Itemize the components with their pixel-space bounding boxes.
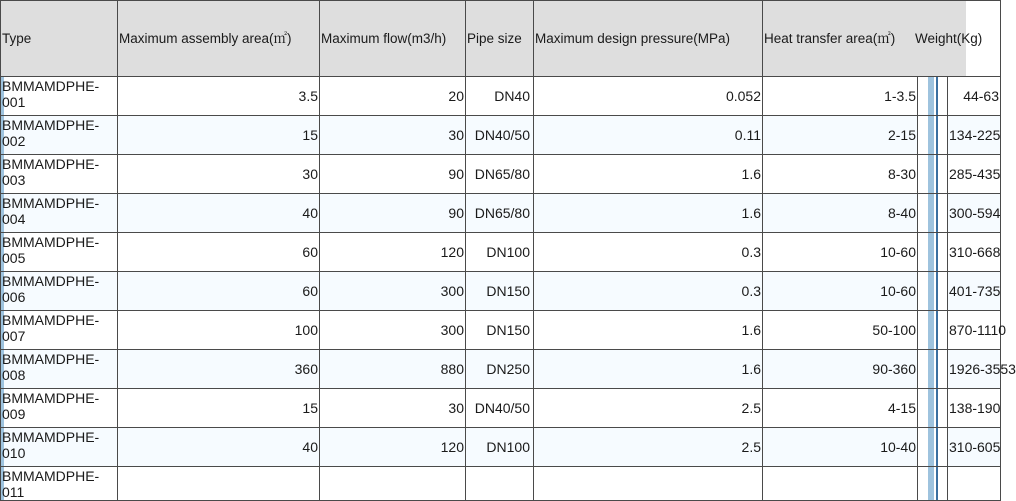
spacer-cell [918, 233, 948, 272]
pressure-cell: 0.3 [534, 233, 763, 272]
heat-area-cell: 8-40 [763, 194, 918, 233]
type-cell: BMMAMDPHE-005 [1, 233, 118, 272]
flow-cell: 20 [320, 77, 466, 116]
weight-cell: 134-225 [948, 116, 1001, 155]
assembly-area-cell: 360 [118, 350, 320, 389]
col-header-weight: Weight(Kg) [914, 1, 967, 77]
type-cell: BMMAMDPHE-004 [1, 194, 118, 233]
table-row [1, 233, 1001, 272]
pressure-cell: 0.052 [534, 77, 763, 116]
pressure-cell: 2.5 [534, 389, 763, 428]
type-cell: BMMAMDPHE-010 [1, 428, 118, 467]
pipe-size-cell: DN40/50 [466, 116, 534, 155]
pipe-size-cell: DN65/80 [466, 155, 534, 194]
table-row [1, 428, 1001, 467]
type-cell: BMMAMDPHE-009 [1, 389, 118, 428]
pipe-size-cell: DN40/50 [466, 389, 534, 428]
pressure-cell: 2.5 [534, 428, 763, 467]
assembly-area-cell: 15 [118, 116, 320, 155]
type-cell: BMMAMDPHE-006 [1, 272, 118, 311]
heat-area-cell: 2-15 [763, 116, 918, 155]
assembly-area-cell [118, 467, 320, 501]
heat-area-cell: 8-30 [763, 155, 918, 194]
weight-cell: 285-435 [948, 155, 1001, 194]
pressure-cell: 1.6 [534, 194, 763, 233]
flow-cell: 30 [320, 389, 466, 428]
weight-cell: 138-190 [948, 389, 1001, 428]
heat-area-cell: 10-60 [763, 233, 918, 272]
pressure-cell: 1.6 [534, 350, 763, 389]
table-row [1, 389, 1001, 428]
flow-cell: 300 [320, 311, 466, 350]
pipe-size-cell: DN150 [466, 272, 534, 311]
heat-area-cell: 10-40 [763, 428, 918, 467]
flow-cell: 120 [320, 233, 466, 272]
pressure-cell: 1.6 [534, 155, 763, 194]
spacer-cell [918, 350, 948, 389]
heat-area-cell: 50-100 [763, 311, 918, 350]
spacer-cell [918, 389, 948, 428]
flow-cell: 90 [320, 155, 466, 194]
pressure-cell [534, 467, 763, 501]
pipe-size-cell: DN65/80 [466, 194, 534, 233]
type-cell: BMMAMDPHE-007 [1, 311, 118, 350]
weight-cell: 1926-3553 [948, 350, 1001, 389]
heat-area-cell: 10-60 [763, 272, 918, 311]
type-cell: BMMAMDPHE-008 [1, 350, 118, 389]
heat-area-cell: 1-3.5 [763, 77, 918, 116]
pipe-size-cell: DN100 [466, 233, 534, 272]
flow-cell [320, 467, 466, 501]
assembly-area-cell: 30 [118, 155, 320, 194]
spacer-cell [918, 77, 948, 116]
weight-cell: 310-668 [948, 233, 1001, 272]
spacer-cell [918, 194, 948, 233]
weight-cell: 310-605 [948, 428, 1001, 467]
assembly-area-cell: 100 [118, 311, 320, 350]
weight-cell [948, 467, 1001, 501]
weight-cell: 44-63 [948, 77, 1001, 116]
assembly-area-cell: 15 [118, 389, 320, 428]
assembly-area-cell: 40 [118, 194, 320, 233]
spacer-cell [918, 311, 948, 350]
col-header-heat-area: Heat transfer area(㎡) [763, 1, 918, 77]
assembly-area-cell: 3.5 [118, 77, 320, 116]
spacer-cell [918, 116, 948, 155]
spacer-cell [918, 428, 948, 467]
pipe-size-cell [466, 467, 534, 501]
table-row [1, 155, 1001, 194]
table-row [1, 311, 1001, 350]
header-row [1, 1, 1001, 77]
heat-area-cell [763, 467, 918, 501]
spacer-cell [918, 272, 948, 311]
table-row [1, 272, 1001, 311]
type-cell: BMMAMDPHE-003 [1, 155, 118, 194]
type-cell: BMMAMDPHE-002 [1, 116, 118, 155]
flow-cell: 120 [320, 428, 466, 467]
pressure-cell: 1.6 [534, 311, 763, 350]
table-row [1, 194, 1001, 233]
weight-cell: 870-1110 [948, 311, 1001, 350]
flow-cell: 90 [320, 194, 466, 233]
pipe-size-cell: DN250 [466, 350, 534, 389]
flow-cell: 30 [320, 116, 466, 155]
table-row [1, 116, 1001, 155]
col-header-pipe-size: Pipe size [466, 1, 534, 77]
weight-cell: 300-594 [948, 194, 1001, 233]
table-row [1, 77, 1001, 116]
weight-cell: 401-735 [948, 272, 1001, 311]
table-body [1, 77, 1016, 501]
spacer-cell [918, 467, 948, 501]
assembly-area-cell: 60 [118, 233, 320, 272]
pipe-size-cell: DN150 [466, 311, 534, 350]
spacer-cell [918, 155, 948, 194]
type-cell: BMMAMDPHE-001 [1, 77, 118, 116]
assembly-area-cell: 40 [118, 428, 320, 467]
pipe-size-cell: DN40 [466, 77, 534, 116]
col-header-pressure: Maximum design pressure(MPa) [534, 1, 763, 77]
heat-area-cell: 90-360 [763, 350, 918, 389]
col-header-flow: Maximum flow(m3/h) [320, 1, 466, 77]
table-row [1, 467, 1001, 501]
flow-cell: 300 [320, 272, 466, 311]
assembly-area-cell: 60 [118, 272, 320, 311]
type-cell: BMMAMDPHE-011 [1, 467, 118, 501]
pipe-size-cell: DN100 [466, 428, 534, 467]
pressure-cell: 0.3 [534, 272, 763, 311]
col-header-type: Type [1, 1, 118, 77]
table-row [1, 350, 1001, 389]
heat-area-cell: 4-15 [763, 389, 918, 428]
pressure-cell: 0.11 [534, 116, 763, 155]
flow-cell: 880 [320, 350, 466, 389]
col-header-assembly-area: Maximum assembly area(㎡) [118, 1, 320, 77]
